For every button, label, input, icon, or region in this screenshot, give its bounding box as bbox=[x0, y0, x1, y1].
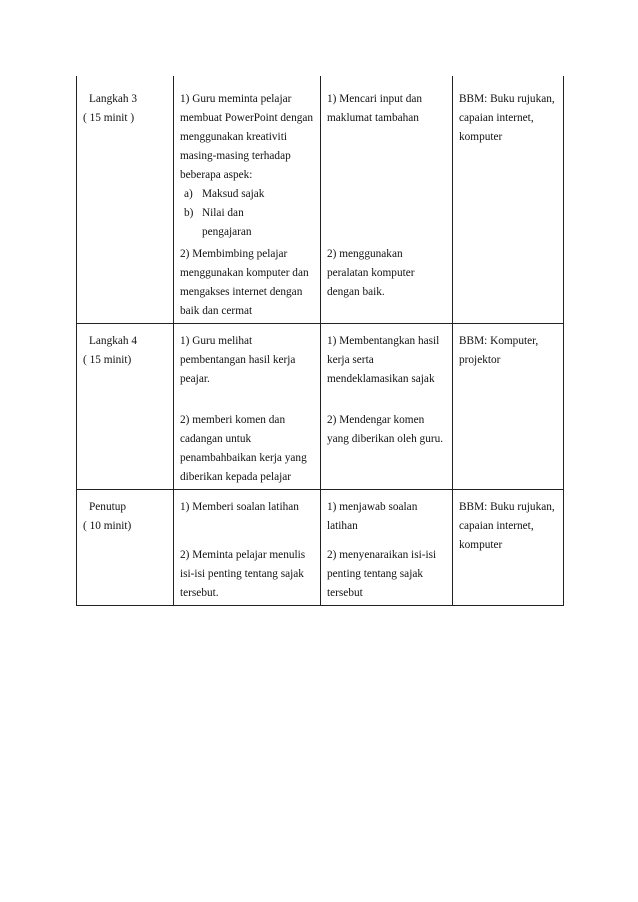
list-item bbox=[184, 204, 314, 223]
teacher-activity-1-block bbox=[180, 90, 314, 245]
aspect-list bbox=[180, 185, 314, 223]
step-cell bbox=[77, 490, 174, 606]
teacher-activity-1: 1) Guru melihat pembentangan hasil kerja peajar. bbox=[180, 335, 296, 385]
student-activity-1-block bbox=[327, 90, 446, 245]
list-marker: a) bbox=[184, 188, 193, 200]
teacher-activity-2: 2) memberi komen dan cadangan untuk penambahbaikan kerja yang diberikan kepada pelajar bbox=[180, 414, 307, 483]
step-time: ( 15 minit) bbox=[83, 354, 132, 366]
student-activity-2: 2) menggunakan peralatan komputer dengan baik. bbox=[327, 248, 415, 298]
resource-cell bbox=[453, 76, 564, 324]
teacher-activity-1: 1) Guru meminta pelajar membuat PowerPoint dengan menggunakan kreativiti masing-masing terhadap beberapa aspek: bbox=[180, 93, 314, 181]
student-activity-2: 2) Mendengar komen yang diberikan oleh guru. bbox=[327, 414, 444, 445]
table-row-langkah-4 bbox=[77, 324, 564, 490]
table-row-langkah-3 bbox=[77, 76, 564, 324]
student-activity-cell bbox=[321, 324, 453, 490]
student-activity-1: 1) Mencari input dan maklumat tambahan bbox=[327, 93, 423, 124]
resource-text: BBM: Komputer, projektor bbox=[459, 335, 539, 366]
student-activity-cell bbox=[321, 490, 453, 606]
teacher-activity-cell bbox=[174, 490, 321, 606]
teacher-activity-2: 2) Membimbing pelajar menggunakan komputer dan mengakses internet dengan baik dan cermat bbox=[180, 248, 309, 317]
step-cell bbox=[77, 324, 174, 490]
student-activity-cell bbox=[321, 76, 453, 324]
teacher-activity-cell bbox=[174, 76, 321, 324]
step-cell bbox=[77, 76, 174, 324]
step-time: ( 10 minit) bbox=[83, 520, 132, 532]
student-activity-2: 2) menyenaraikan isi-isi penting tentang sajak tersebut bbox=[327, 549, 437, 599]
teacher-activity-1-block bbox=[180, 498, 314, 546]
resource-text: BBM: Buku rujukan, capaian internet, komputer bbox=[459, 93, 555, 143]
list-marker: b) bbox=[184, 207, 194, 219]
step-label: Langkah 4 bbox=[89, 335, 137, 347]
list-item-continuation: pengajaran bbox=[202, 226, 252, 238]
teacher-activity-1-block bbox=[180, 332, 314, 411]
table-row-penutup bbox=[77, 490, 564, 606]
list-item bbox=[184, 185, 314, 204]
list-item-text: Nilai dan bbox=[202, 207, 244, 219]
teacher-activity-2: 2) Meminta pelajar menulis isi-isi penting tentang sajak tersebut. bbox=[180, 549, 306, 599]
teacher-activity-1: 1) Memberi soalan latihan bbox=[180, 501, 299, 513]
step-label: Penutup bbox=[89, 501, 127, 513]
teacher-activity-cell bbox=[174, 324, 321, 490]
student-activity-1-block bbox=[327, 498, 446, 546]
resource-cell bbox=[453, 324, 564, 490]
student-activity-1-block bbox=[327, 332, 446, 411]
resource-text: BBM: Buku rujukan, capaian internet, komputer bbox=[459, 501, 555, 551]
step-label: Langkah 3 bbox=[89, 93, 137, 105]
resource-cell bbox=[453, 490, 564, 606]
lesson-plan-table bbox=[76, 76, 564, 606]
student-activity-1: 1) Membentangkan hasil kerja serta mendeklamasikan sajak bbox=[327, 335, 440, 385]
list-item-text: Maksud sajak bbox=[202, 188, 265, 200]
step-time: ( 15 minit ) bbox=[83, 112, 135, 124]
student-activity-1: 1) menjawab soalan latihan bbox=[327, 501, 418, 532]
